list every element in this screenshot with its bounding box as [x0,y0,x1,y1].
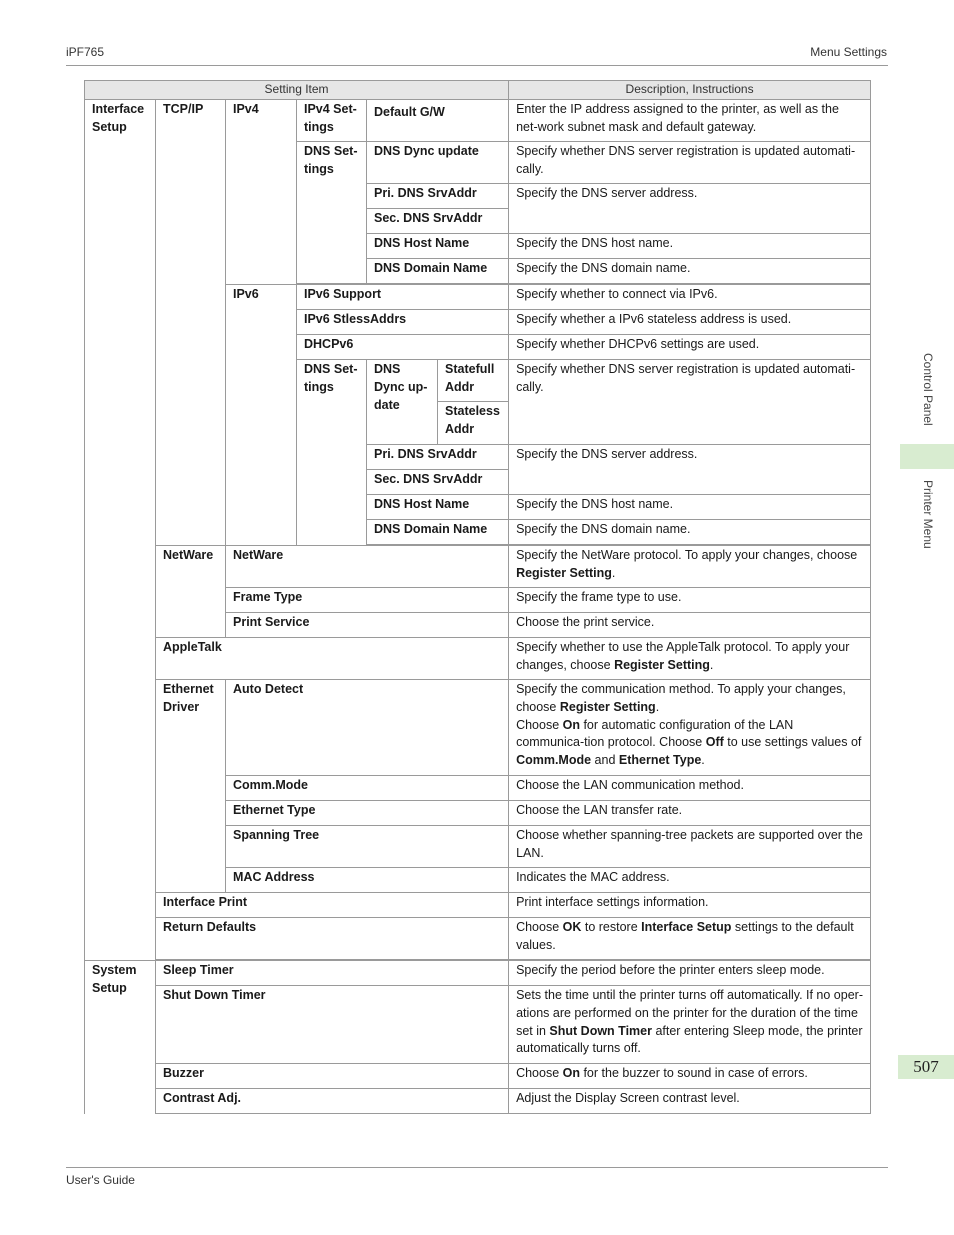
group-interface-setup: Interface Setup [85,100,156,961]
item-shut-down-timer: Shut Down Timer [156,986,509,1064]
running-footer: User's Guide [66,1173,135,1187]
item-default-gw: Default G/W [367,100,509,142]
item-ethernet-driver: Ethernet Driver [156,680,226,893]
item-pri-dns-v6: Pri. DNS SrvAddr [367,445,509,470]
table-row [85,986,871,1064]
page-number: 507 [898,1055,954,1079]
item-dns-domain: DNS Domain Name [367,259,509,284]
side-tab-control-panel[interactable]: Control Panel [921,353,935,426]
item-netware: NetWare [226,546,509,588]
desc-comm-mode: Choose the LAN communication method. [509,776,871,801]
item-ipv6-support: IPv6 Support [297,285,509,310]
item-sec-dns-v6: Sec. DNS SrvAddr [367,470,509,495]
item-comm-mode: Comm.Mode [226,776,509,801]
desc-ipv6-stless: Specify whether a IPv6 stateless address is used. [509,310,871,335]
item-dns-settings: DNS Set-tings [297,142,367,284]
settings-table [84,80,871,1114]
item-sleep-timer: Sleep Timer [156,961,509,986]
desc-auto-detect: Specify the communication method. To apply your changes, choose Register Setting. Choose On for automatic configuration of the LAN communica-tion protocol. Choose Off to use settings values of Comm.Mode and Ethernet Type. [509,680,871,776]
item-dns-settings-v6: DNS Set-tings [297,360,367,546]
item-ipv4: IPv4 [226,100,297,285]
desc-netware: Specify the NetWare protocol. To apply your changes, choose Register Setting. [509,546,871,588]
item-dns-dync-update: DNS Dync update [367,142,509,184]
desc-return-defaults: Choose OK to restore Interface Setup settings to the default values. [509,918,871,960]
table-row [85,638,871,680]
running-header-right: Menu Settings [810,45,887,59]
footer-rule [66,1167,888,1168]
table-row [85,100,871,142]
item-dns-domain-v6: DNS Domain Name [367,520,509,545]
item-dhcpv6: DHCPv6 [297,335,509,360]
item-contrast-adj: Contrast Adj. [156,1089,509,1114]
table-row [85,893,871,918]
item-print-service: Print Service [226,613,509,638]
desc-dns-domain-v6: Specify the DNS domain name. [509,520,871,545]
desc-dns-host: Specify the DNS host name. [509,234,871,259]
item-buzzer: Buzzer [156,1064,509,1089]
item-ipv6-stless: IPv6 StlessAddrs [297,310,509,335]
item-frame-type: Frame Type [226,588,509,613]
desc-default-gw: Enter the IP address assigned to the printer, as well as the net-work subnet mask and default gateway. [509,100,871,142]
item-tcpip: TCP/IP [156,100,226,546]
desc-ethernet-type: Choose the LAN transfer rate. [509,801,871,826]
desc-interface-print: Print interface settings information. [509,893,871,918]
desc-ipv6-support: Specify whether to connect via IPv6. [509,285,871,310]
item-sec-dns: Sec. DNS SrvAddr [367,209,509,234]
desc-sleep-timer: Specify the period before the printer enters sleep mode. [509,961,871,986]
item-ipv6: IPv6 [226,285,297,546]
table-row [85,680,871,776]
item-auto-detect: Auto Detect [226,680,509,776]
item-statefull-addr: Statefull Addr [438,360,509,402]
desc-dhcpv6: Specify whether DHCPv6 settings are used. [509,335,871,360]
desc-dns-server-v6: Specify the DNS server address. [509,445,871,495]
col-header-setting-item: Setting Item [85,81,509,100]
table-row [85,918,871,960]
table-row [85,1064,871,1089]
desc-dns-host-v6: Specify the DNS host name. [509,495,871,520]
running-header-left: iPF765 [66,45,105,59]
col-header-description: Description, Instructions [509,81,871,100]
item-interface-print: Interface Print [156,893,509,918]
desc-print-service: Choose the print service. [509,613,871,638]
table-row [85,961,871,986]
group-system-setup: System Setup [85,961,156,1114]
item-appletalk: AppleTalk [156,638,509,680]
item-netware-group: NetWare [156,546,226,638]
desc-dns-domain: Specify the DNS domain name. [509,259,871,284]
item-ethernet-type: Ethernet Type [226,801,509,826]
item-mac-address: MAC Address [226,868,509,893]
item-spanning-tree: Spanning Tree [226,826,509,868]
item-dns-dync-update-v6: DNS Dync up-date [367,360,438,445]
desc-dns-server: Specify the DNS server address. [509,184,871,234]
desc-dns-dync-update: Specify whether DNS server registration is updated automati-cally. [509,142,871,184]
item-return-defaults: Return Defaults [156,918,509,960]
item-ipv4-settings: IPv4 Set-tings [297,100,367,142]
desc-dns-dync-update-v6: Specify whether DNS server registration is updated automati-cally. [509,360,871,445]
table-header-row [85,81,871,100]
side-tab-marker [900,444,954,469]
desc-frame-type: Specify the frame type to use. [509,588,871,613]
desc-shut-down-timer: Sets the time until the printer turns off automatically. If no oper-ations are performed on the printer for the duration of the time set in Shut Down Timer after entering Sleep mode, the printer automatically turns off. [509,986,871,1064]
item-dns-host: DNS Host Name [367,234,509,259]
item-stateless-addr: Stateless Addr [438,402,509,445]
table-row [85,1089,871,1114]
item-pri-dns: Pri. DNS SrvAddr [367,184,509,209]
desc-mac-address: Indicates the MAC address. [509,868,871,893]
header-rule [66,65,888,66]
item-dns-host-v6: DNS Host Name [367,495,509,520]
desc-spanning-tree: Choose whether spanning-tree packets are supported over the LAN. [509,826,871,868]
desc-appletalk: Specify whether to use the AppleTalk protocol. To apply your changes, choose Register Setting. [509,638,871,680]
table-row [85,546,871,588]
desc-contrast-adj: Adjust the Display Screen contrast level. [509,1089,871,1114]
desc-buzzer: Choose On for the buzzer to sound in case of errors. [509,1064,871,1089]
side-tab-printer-menu[interactable]: Printer Menu [921,480,935,549]
